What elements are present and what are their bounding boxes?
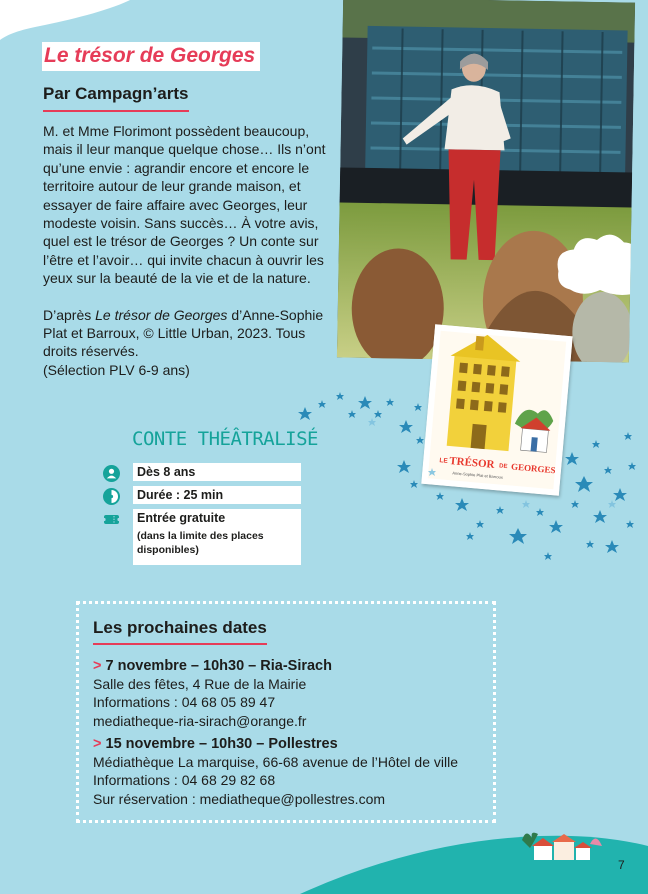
- dates-heading: Les prochaines dates: [93, 618, 267, 645]
- event-item: [93, 735, 458, 808]
- book-authors: Anne-Sophie Plat et Barroux: [452, 470, 504, 480]
- book-title-main: TRÉSOR: [448, 455, 495, 471]
- entry-box: [133, 509, 301, 565]
- company-subtitle: Par Campagn’arts: [43, 84, 189, 112]
- event-title: 15 novembre – 10h30 – Pollestres: [105, 736, 338, 752]
- event-venue: Salle des fêtes, 4 Rue de la Mairie: [93, 676, 307, 693]
- credit-suffix: d’Anne-Sophie Plat et Barroux, © Little Urban, 2023. Tous droits réservés.: [43, 306, 324, 360]
- event-phone: Informations : 04 68 29 82 68: [93, 772, 276, 789]
- genre-label: CONTE THÉÂTRALISÉ: [132, 428, 318, 450]
- selection-note: (Sélection PLV 6-9 ans): [43, 361, 190, 378]
- description-paragraph: M. et Mme Florimont possèdent beaucoup, mais il leur manque quelque chose… Ils n’ont qu’une envie : agrandir encore et encore le territoire autour de leur grande maison, et essayer de faire affaire avec Georges, leur modeste voisin. Sans succès… À votre avis, quel est le trésor de Georges ? Un conte sur l’être et l’avoir… qui invite chacun à ouvrir les yeux sur la beauté de la vie et de la nature.: [43, 123, 326, 287]
- book-title-name: GEORGES: [510, 461, 556, 476]
- upcoming-dates-box: [76, 601, 496, 823]
- ticket-icon: [103, 511, 120, 528]
- entry-note: (dans la limite des places disponibles): [137, 530, 264, 556]
- credit-prefix: D’après: [43, 306, 96, 323]
- event-item: [93, 657, 332, 730]
- person-icon: [103, 465, 120, 482]
- event-title: 7 novembre – 10h30 – Ria-Sirach: [105, 658, 332, 674]
- event-arrow-marker: >: [93, 658, 102, 674]
- credit-book-title: Le trésor de Georges: [95, 306, 228, 323]
- event-arrow-marker: >: [93, 736, 102, 752]
- event-email[interactable]: mediatheque-ria-sirach@orange.fr: [93, 712, 307, 729]
- book-title-small: LE: [439, 457, 448, 465]
- clock-icon: [103, 488, 120, 505]
- event-phone: Informations : 04 68 05 89 47: [93, 694, 276, 711]
- event-venue: Médiathèque La marquise, 66-68 avenue de l’Hôtel de ville: [93, 754, 459, 771]
- age-box: Dès 8 ans: [133, 463, 301, 481]
- event-booking[interactable]: Sur réservation : mediatheque@pollestres.com: [93, 790, 386, 807]
- page-title: Le trésor de Georges: [44, 44, 256, 67]
- duration-box: Durée : 25 min: [133, 486, 301, 504]
- page-number: 7: [618, 858, 625, 872]
- book-title-de: DE: [498, 463, 508, 471]
- entry-label: Entrée gratuite: [137, 511, 226, 525]
